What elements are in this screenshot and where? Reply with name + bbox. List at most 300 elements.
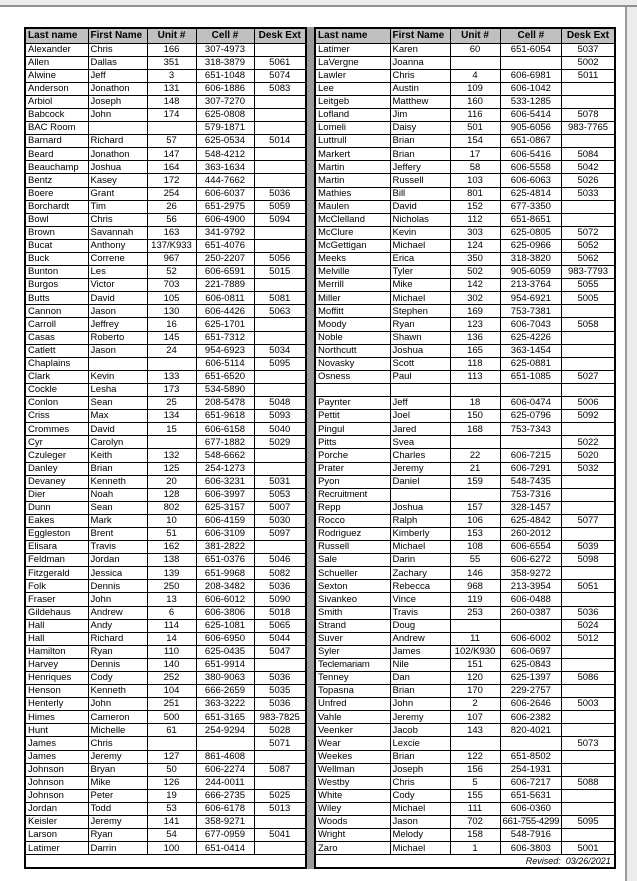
cell-cell: 625-0534 bbox=[196, 135, 254, 148]
cell-desk-ext: 5018 bbox=[254, 606, 306, 619]
cell-last-name: Osness bbox=[315, 370, 390, 383]
cell-desk-ext: 5027 bbox=[562, 370, 615, 383]
cell-cell: 606-0488 bbox=[500, 593, 562, 606]
cell-desk-ext: 5024 bbox=[562, 619, 615, 632]
cell-last-name: Bunton bbox=[25, 266, 88, 279]
table-row bbox=[315, 69, 615, 82]
table-row bbox=[315, 606, 615, 619]
table-row bbox=[25, 436, 306, 449]
cell-unit: 50 bbox=[147, 763, 196, 776]
cell-first-name: Jason bbox=[88, 344, 147, 357]
cell-last-name: Recruitment bbox=[315, 488, 390, 501]
cell-cell: 254-1273 bbox=[196, 462, 254, 475]
cell-first-name: Kasey bbox=[88, 174, 147, 187]
cell-desk-ext: 5051 bbox=[562, 580, 615, 593]
cell-first-name: Mike bbox=[390, 279, 450, 292]
cell-unit: 25 bbox=[147, 397, 196, 410]
table-row bbox=[315, 776, 615, 789]
cell-desk-ext: 5055 bbox=[562, 279, 615, 292]
cell-first-name bbox=[390, 488, 450, 501]
cell-cell: 677-0959 bbox=[196, 829, 254, 842]
table-row bbox=[25, 331, 306, 344]
cell-last-name: Eakes bbox=[25, 514, 88, 527]
cell-cell bbox=[196, 737, 254, 750]
directory-table-left bbox=[24, 27, 307, 869]
cell-unit: 501 bbox=[450, 122, 500, 135]
cell-unit: 18 bbox=[450, 397, 500, 410]
cell-desk-ext bbox=[254, 750, 306, 763]
table-row bbox=[315, 672, 615, 685]
cell-unit: 123 bbox=[450, 318, 500, 331]
cell-desk-ext: 5015 bbox=[254, 266, 306, 279]
cell-cell: 221-7889 bbox=[196, 279, 254, 292]
cell-last-name: Meeks bbox=[315, 253, 390, 266]
table-row bbox=[315, 842, 615, 855]
cell-desk-ext bbox=[562, 501, 615, 514]
cell-desk-ext bbox=[254, 462, 306, 475]
cell-desk-ext: 5046 bbox=[254, 554, 306, 567]
cell-first-name: Ralph bbox=[390, 514, 450, 527]
table-row bbox=[315, 344, 615, 357]
cell-last-name: Bentz bbox=[25, 174, 88, 187]
cell-first-name: Michael bbox=[390, 239, 450, 252]
cell-unit: 2 bbox=[450, 698, 500, 711]
cell-last-name: Larson bbox=[25, 829, 88, 842]
cell-first-name: Kenneth bbox=[88, 685, 147, 698]
table-row bbox=[25, 410, 306, 423]
cell-unit: 116 bbox=[450, 108, 500, 121]
cell-first-name: Stephen bbox=[390, 305, 450, 318]
cell-first-name: Tim bbox=[88, 200, 147, 213]
cell-first-name: Michael bbox=[390, 541, 450, 554]
cell-unit: 112 bbox=[450, 213, 500, 226]
table-row bbox=[25, 187, 306, 200]
cell-unit: 100 bbox=[147, 842, 196, 855]
cell-last-name: Smith bbox=[315, 606, 390, 619]
cell-cell: 260-0387 bbox=[500, 606, 562, 619]
table-row bbox=[315, 122, 615, 135]
cell-last-name: Arbiol bbox=[25, 95, 88, 108]
table-row bbox=[315, 331, 615, 344]
cell-unit: 17 bbox=[450, 148, 500, 161]
table-row bbox=[315, 685, 615, 698]
cell-last-name: Hall bbox=[25, 619, 88, 632]
cell-unit: 350 bbox=[450, 253, 500, 266]
cell-unit: 137/K933 bbox=[147, 239, 196, 252]
column-header-cell: Cell # bbox=[196, 28, 254, 43]
cell-desk-ext: 5086 bbox=[562, 672, 615, 685]
page-right-edge bbox=[625, 0, 637, 881]
cell-unit: 56 bbox=[147, 213, 196, 226]
cell-desk-ext: 5083 bbox=[254, 82, 306, 95]
cell-desk-ext bbox=[562, 645, 615, 658]
table-row bbox=[25, 685, 306, 698]
cell-desk-ext bbox=[562, 789, 615, 802]
cell-first-name: Dennis bbox=[88, 580, 147, 593]
table-row bbox=[315, 711, 615, 724]
cell-first-name: David bbox=[88, 423, 147, 436]
cell-last-name: Pingul bbox=[315, 423, 390, 436]
cell-first-name: Sean bbox=[88, 397, 147, 410]
cell-unit: 109 bbox=[450, 82, 500, 95]
table-row bbox=[25, 776, 306, 789]
cell-first-name: Jeremy bbox=[390, 711, 450, 724]
cell-first-name: Todd bbox=[88, 802, 147, 815]
cell-desk-ext: 5040 bbox=[254, 423, 306, 436]
cell-cell: 606-6272 bbox=[500, 554, 562, 567]
cell-unit: 151 bbox=[450, 658, 500, 671]
cell-desk-ext: 5082 bbox=[254, 567, 306, 580]
table-row bbox=[25, 802, 306, 815]
cell-last-name: Schueller bbox=[315, 567, 390, 580]
table-row bbox=[25, 43, 306, 56]
table-row bbox=[315, 750, 615, 763]
table-row bbox=[25, 580, 306, 593]
cell-first-name: Zachary bbox=[390, 567, 450, 580]
cell-desk-ext bbox=[254, 161, 306, 174]
cell-cell: 625-4814 bbox=[500, 187, 562, 200]
cell-first-name: Carolyn bbox=[88, 436, 147, 449]
cell-first-name: Jeffery bbox=[390, 161, 450, 174]
cell-desk-ext bbox=[562, 711, 615, 724]
cell-first-name: Matthew bbox=[390, 95, 450, 108]
cell-last-name: Jordan bbox=[25, 802, 88, 815]
cell-cell: 753-7316 bbox=[500, 488, 562, 501]
table-row bbox=[315, 724, 615, 737]
table-row bbox=[25, 606, 306, 619]
cell-cell: 625-1397 bbox=[500, 672, 562, 685]
cell-cell: 651-2975 bbox=[196, 200, 254, 213]
cell-desk-ext bbox=[562, 724, 615, 737]
cell-cell: 651-9618 bbox=[196, 410, 254, 423]
cell-last-name: Anderson bbox=[25, 82, 88, 95]
cell-unit: 168 bbox=[450, 423, 500, 436]
cell-unit: 150 bbox=[450, 410, 500, 423]
cell-unit: 52 bbox=[147, 266, 196, 279]
header-row bbox=[315, 28, 615, 43]
cell-cell: 606-1886 bbox=[196, 82, 254, 95]
cell-desk-ext: 5011 bbox=[562, 69, 615, 82]
cell-desk-ext bbox=[562, 344, 615, 357]
cell-last-name: Latimer bbox=[315, 43, 390, 56]
cell-first-name: Mark bbox=[88, 514, 147, 527]
table-row bbox=[315, 541, 615, 554]
cell-desk-ext: 5071 bbox=[254, 737, 306, 750]
cell-last-name: Folk bbox=[25, 580, 88, 593]
cell-unit: 160 bbox=[450, 95, 500, 108]
cell-unit: 801 bbox=[450, 187, 500, 200]
cell-first-name: Darin bbox=[390, 554, 450, 567]
table-row bbox=[315, 305, 615, 318]
table-row bbox=[25, 488, 306, 501]
cell-unit: 170 bbox=[450, 685, 500, 698]
cell-cell: 606-6981 bbox=[500, 69, 562, 82]
table-row bbox=[25, 305, 306, 318]
cell-unit: 131 bbox=[147, 82, 196, 95]
cell-desk-ext: 983-7793 bbox=[562, 266, 615, 279]
cell-cell: 606-5416 bbox=[500, 148, 562, 161]
cell-desk-ext: 5007 bbox=[254, 501, 306, 514]
cell-cell: 307-4973 bbox=[196, 43, 254, 56]
cell-last-name: Sexton bbox=[315, 580, 390, 593]
cell-cell: 363-3222 bbox=[196, 698, 254, 711]
cell-desk-ext bbox=[562, 593, 615, 606]
cell-desk-ext: 5026 bbox=[562, 174, 615, 187]
cell-cell: 753-7381 bbox=[500, 305, 562, 318]
table-row bbox=[25, 711, 306, 724]
cell-desk-ext: 5033 bbox=[562, 187, 615, 200]
cell-cell: 606-6178 bbox=[196, 802, 254, 815]
cell-cell bbox=[500, 436, 562, 449]
cell-cell: 229-2757 bbox=[500, 685, 562, 698]
cell-last-name: Rocco bbox=[315, 514, 390, 527]
cell-cell: 208-3482 bbox=[196, 580, 254, 593]
cell-unit: 136 bbox=[450, 331, 500, 344]
cell-first-name: Jeremy bbox=[390, 462, 450, 475]
cell-unit: 110 bbox=[147, 645, 196, 658]
cell-last-name: Strand bbox=[315, 619, 390, 632]
cell-last-name: Burgos bbox=[25, 279, 88, 292]
cell-first-name: Kevin bbox=[88, 370, 147, 383]
cell-first-name: Michael bbox=[390, 802, 450, 815]
cell-cell: 606-6950 bbox=[196, 632, 254, 645]
table-row bbox=[25, 750, 306, 763]
cell-unit: 174 bbox=[147, 108, 196, 121]
cell-unit bbox=[450, 619, 500, 632]
cell-unit: 251 bbox=[147, 698, 196, 711]
table-row bbox=[315, 187, 615, 200]
table-row bbox=[25, 567, 306, 580]
cell-desk-ext bbox=[562, 95, 615, 108]
cell-unit: 164 bbox=[147, 161, 196, 174]
cell-first-name: Tyler bbox=[390, 266, 450, 279]
cell-first-name: Daisy bbox=[390, 122, 450, 135]
cell-cell: 213-3764 bbox=[500, 279, 562, 292]
cell-last-name bbox=[315, 383, 390, 396]
cell-last-name: Lomeli bbox=[315, 122, 390, 135]
cell-desk-ext: 5088 bbox=[562, 776, 615, 789]
cell-cell: 606-6554 bbox=[500, 541, 562, 554]
cell-desk-ext: 5034 bbox=[254, 344, 306, 357]
cell-last-name: Maulen bbox=[315, 200, 390, 213]
cell-last-name: McGettigan bbox=[315, 239, 390, 252]
cell-cell: 606-3109 bbox=[196, 527, 254, 540]
column-header-first-name: First Name bbox=[390, 28, 450, 43]
cell-unit: 165 bbox=[450, 344, 500, 357]
cell-cell: 318-3879 bbox=[196, 56, 254, 69]
cell-cell: 307-7270 bbox=[196, 95, 254, 108]
cell-first-name: Cody bbox=[390, 789, 450, 802]
cell-unit: 3 bbox=[147, 69, 196, 82]
cell-desk-ext bbox=[562, 213, 615, 226]
cell-first-name: Dennis bbox=[88, 658, 147, 671]
cell-unit: 1 bbox=[450, 842, 500, 855]
cell-cell: 661-755-4299 bbox=[500, 816, 562, 829]
table-row bbox=[315, 802, 615, 815]
table-row bbox=[25, 161, 306, 174]
table-row bbox=[25, 213, 306, 226]
table-row bbox=[315, 527, 615, 540]
cell-first-name: Jonathon bbox=[88, 148, 147, 161]
cell-first-name: Richard bbox=[88, 135, 147, 148]
cell-unit: 102/K930 bbox=[450, 645, 500, 658]
table-row bbox=[25, 135, 306, 148]
cell-desk-ext bbox=[562, 488, 615, 501]
table-row bbox=[315, 829, 615, 842]
cell-first-name: Joanna bbox=[390, 56, 450, 69]
cell-unit: 158 bbox=[450, 829, 500, 842]
cell-desk-ext bbox=[254, 449, 306, 462]
cell-cell: 318-3820 bbox=[500, 253, 562, 266]
cell-unit: 141 bbox=[147, 816, 196, 829]
cell-last-name: Teclemariam bbox=[315, 658, 390, 671]
cell-cell: 606-5558 bbox=[500, 161, 562, 174]
cell-last-name: Sivankeo bbox=[315, 593, 390, 606]
cell-first-name: Keith bbox=[88, 449, 147, 462]
table-row bbox=[315, 226, 615, 239]
cell-cell: 548-7435 bbox=[500, 475, 562, 488]
cell-unit: 104 bbox=[147, 685, 196, 698]
cell-cell: 533-1285 bbox=[500, 95, 562, 108]
cell-cell: 651-1048 bbox=[196, 69, 254, 82]
table-row bbox=[315, 82, 615, 95]
cell-unit: 132 bbox=[147, 449, 196, 462]
table-row bbox=[315, 763, 615, 776]
cell-first-name: Kenneth bbox=[88, 475, 147, 488]
table-row bbox=[25, 95, 306, 108]
cell-desk-ext: 5006 bbox=[562, 397, 615, 410]
table-row bbox=[25, 397, 306, 410]
cell-last-name: Crommes bbox=[25, 423, 88, 436]
cell-cell: 606-5414 bbox=[500, 108, 562, 121]
cell-last-name: Lee bbox=[315, 82, 390, 95]
cell-unit: 148 bbox=[147, 95, 196, 108]
cell-unit: 120 bbox=[450, 672, 500, 685]
cell-desk-ext: 5074 bbox=[254, 69, 306, 82]
cell-last-name: McClure bbox=[315, 226, 390, 239]
cell-first-name: Austin bbox=[390, 82, 450, 95]
cell-cell: 677-3350 bbox=[500, 200, 562, 213]
cell-cell: 625-0881 bbox=[500, 357, 562, 370]
cell-last-name: Latimer bbox=[25, 842, 88, 855]
cell-cell: 606-6591 bbox=[196, 266, 254, 279]
cell-first-name: Travis bbox=[390, 606, 450, 619]
table-row bbox=[25, 423, 306, 436]
cell-desk-ext: 5084 bbox=[562, 148, 615, 161]
cell-desk-ext: 5028 bbox=[254, 724, 306, 737]
cell-last-name: Brown bbox=[25, 226, 88, 239]
cell-cell: 905-6056 bbox=[500, 122, 562, 135]
cell-cell: 606-4426 bbox=[196, 305, 254, 318]
cell-unit: 127 bbox=[147, 750, 196, 763]
cell-first-name: Mike bbox=[88, 776, 147, 789]
cell-last-name: Dunn bbox=[25, 501, 88, 514]
table-row bbox=[315, 554, 615, 567]
cell-first-name: Grant bbox=[88, 187, 147, 200]
cell-first-name: Victor bbox=[88, 279, 147, 292]
cell-desk-ext: 5095 bbox=[562, 816, 615, 829]
table-row bbox=[25, 148, 306, 161]
table-row bbox=[25, 645, 306, 658]
cell-cell: 666-2659 bbox=[196, 685, 254, 698]
cell-last-name: Butts bbox=[25, 292, 88, 305]
cell-cell: 579-1871 bbox=[196, 122, 254, 135]
cell-unit: 51 bbox=[147, 527, 196, 540]
table-row bbox=[25, 357, 306, 370]
cell-cell: 363-1634 bbox=[196, 161, 254, 174]
cell-cell: 606-0811 bbox=[196, 292, 254, 305]
table-row bbox=[315, 95, 615, 108]
cell-unit: 152 bbox=[450, 200, 500, 213]
cell-last-name: Rodriguez bbox=[315, 527, 390, 540]
table-row bbox=[25, 370, 306, 383]
cell-last-name: James bbox=[25, 750, 88, 763]
cell-unit: 24 bbox=[147, 344, 196, 357]
cell-last-name: Casas bbox=[25, 331, 88, 344]
cell-last-name: Syler bbox=[315, 645, 390, 658]
cell-first-name: Joshua bbox=[390, 344, 450, 357]
cell-last-name: Veenker bbox=[315, 724, 390, 737]
table-row bbox=[315, 475, 615, 488]
cell-cell: 244-0011 bbox=[196, 776, 254, 789]
table-row bbox=[25, 122, 306, 135]
cell-last-name: Suver bbox=[315, 632, 390, 645]
cell-cell: 606-6037 bbox=[196, 187, 254, 200]
cell-cell: 606-3803 bbox=[500, 842, 562, 855]
cell-unit bbox=[147, 737, 196, 750]
cell-first-name: Bryan bbox=[88, 763, 147, 776]
cell-unit: 303 bbox=[450, 226, 500, 239]
table-row bbox=[315, 567, 615, 580]
table-row bbox=[25, 737, 306, 750]
cell-cell: 651-9914 bbox=[196, 658, 254, 671]
cell-unit bbox=[147, 436, 196, 449]
document-page bbox=[0, 9, 625, 881]
cell-last-name: Bucat bbox=[25, 239, 88, 252]
cell-first-name: Jim bbox=[390, 108, 450, 121]
cell-last-name: Beauchamp bbox=[25, 161, 88, 174]
cell-cell: 606-7043 bbox=[500, 318, 562, 331]
cell-last-name: Cockle bbox=[25, 383, 88, 396]
cell-first-name: Kimberly bbox=[390, 527, 450, 540]
table-row bbox=[315, 488, 615, 501]
cell-cell: 651-0376 bbox=[196, 554, 254, 567]
cell-first-name: Darrin bbox=[88, 842, 147, 855]
table-row bbox=[25, 816, 306, 829]
cell-unit: 111 bbox=[450, 802, 500, 815]
cell-cell: 651-8651 bbox=[500, 213, 562, 226]
cell-first-name: Nicholas bbox=[390, 213, 450, 226]
left-table-footer bbox=[25, 855, 306, 868]
cell-desk-ext bbox=[254, 658, 306, 671]
table-row bbox=[315, 816, 615, 829]
cell-unit: 130 bbox=[147, 305, 196, 318]
table-row bbox=[315, 161, 615, 174]
cell-unit: 20 bbox=[147, 475, 196, 488]
table-row bbox=[315, 108, 615, 121]
cell-unit: 703 bbox=[147, 279, 196, 292]
cell-unit: 60 bbox=[450, 43, 500, 56]
column-header-desk-ext: Desk Ext bbox=[254, 28, 306, 43]
table-row bbox=[315, 135, 615, 148]
cell-cell: 651-0414 bbox=[196, 842, 254, 855]
cell-unit: 133 bbox=[147, 370, 196, 383]
cell-unit: 156 bbox=[450, 763, 500, 776]
cell-first-name: Rebecca bbox=[390, 580, 450, 593]
cell-first-name: Michelle bbox=[88, 724, 147, 737]
cell-desk-ext bbox=[254, 541, 306, 554]
cell-cell: 250-2207 bbox=[196, 253, 254, 266]
